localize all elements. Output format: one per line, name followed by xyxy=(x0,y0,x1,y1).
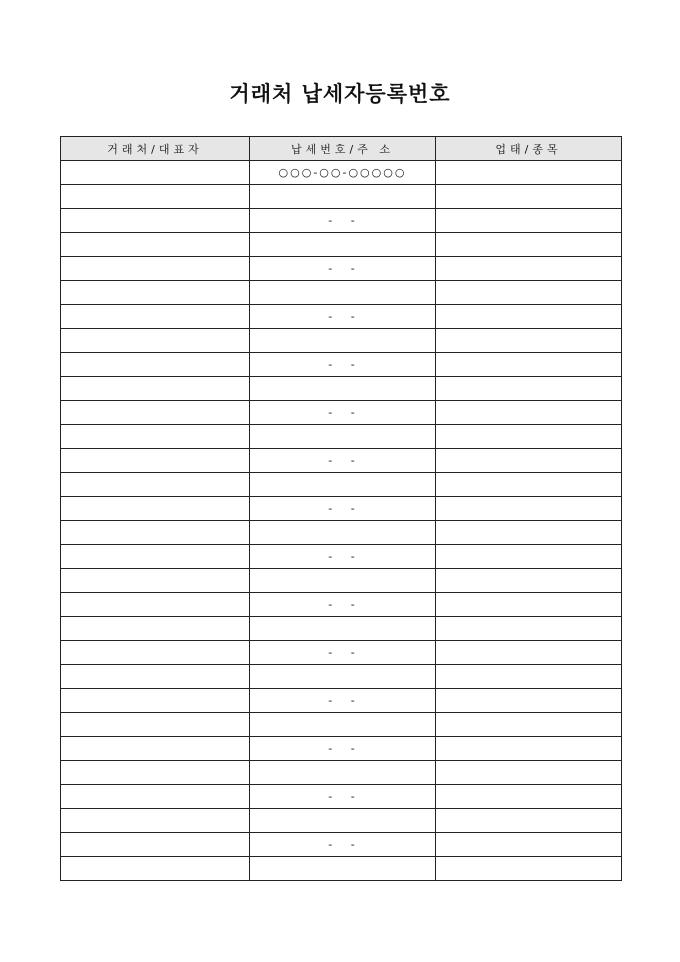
tax-number-cell[interactable] xyxy=(250,329,436,353)
tax-number-cell[interactable]: - - xyxy=(250,257,436,281)
business-type-cell[interactable] xyxy=(436,833,622,857)
client-cell[interactable] xyxy=(61,689,250,713)
table-row xyxy=(61,689,622,713)
table-row xyxy=(61,257,622,281)
tax-number-cell[interactable] xyxy=(250,665,436,689)
client-cell[interactable] xyxy=(61,569,250,593)
business-type-cell[interactable] xyxy=(436,689,622,713)
business-type-cell[interactable] xyxy=(436,257,622,281)
table-row xyxy=(61,305,622,329)
tax-number-cell[interactable] xyxy=(250,761,436,785)
client-cell[interactable] xyxy=(61,233,250,257)
business-type-cell[interactable] xyxy=(436,185,622,209)
table-row xyxy=(61,473,622,497)
client-cell[interactable] xyxy=(61,713,250,737)
tax-number-cell[interactable]: - - xyxy=(250,593,436,617)
table-row xyxy=(61,161,622,185)
tax-number-cell[interactable]: - - xyxy=(250,401,436,425)
business-type-cell[interactable] xyxy=(436,737,622,761)
tax-number-cell[interactable]: - - xyxy=(250,737,436,761)
table-row xyxy=(61,185,622,209)
client-cell[interactable] xyxy=(61,473,250,497)
table-row xyxy=(61,497,622,521)
table-row xyxy=(61,857,622,881)
table-row xyxy=(61,641,622,665)
tax-number-cell[interactable] xyxy=(250,569,436,593)
table-row xyxy=(61,329,622,353)
business-type-cell[interactable] xyxy=(436,545,622,569)
client-cell[interactable] xyxy=(61,401,250,425)
table-body xyxy=(61,161,622,881)
tax-number-cell[interactable] xyxy=(250,281,436,305)
client-cell[interactable] xyxy=(61,185,250,209)
tax-number-cell[interactable]: - - xyxy=(250,497,436,521)
client-cell[interactable] xyxy=(61,353,250,377)
client-cell[interactable] xyxy=(61,737,250,761)
client-cell[interactable] xyxy=(61,641,250,665)
business-type-cell[interactable] xyxy=(436,473,622,497)
client-cell[interactable] xyxy=(61,257,250,281)
business-type-cell[interactable] xyxy=(436,593,622,617)
client-cell[interactable] xyxy=(61,617,250,641)
business-type-cell[interactable] xyxy=(436,497,622,521)
client-cell[interactable] xyxy=(61,425,250,449)
client-cell[interactable] xyxy=(61,377,250,401)
registration-table xyxy=(60,136,622,881)
client-cell[interactable] xyxy=(61,281,250,305)
tax-number-cell[interactable]: - - xyxy=(250,545,436,569)
tax-number-cell[interactable]: - - xyxy=(250,353,436,377)
tax-number-cell[interactable]: - - xyxy=(250,449,436,473)
business-type-cell[interactable] xyxy=(436,785,622,809)
client-cell[interactable] xyxy=(61,785,250,809)
table-row xyxy=(61,377,622,401)
table-row xyxy=(61,401,622,425)
tax-number-cell[interactable]: ○○○-○○-○○○○○ xyxy=(250,161,436,185)
client-cell[interactable] xyxy=(61,209,250,233)
client-cell[interactable] xyxy=(61,449,250,473)
table-row xyxy=(61,353,622,377)
table-header-row xyxy=(61,137,622,161)
client-cell[interactable] xyxy=(61,833,250,857)
business-type-cell[interactable] xyxy=(436,329,622,353)
client-cell[interactable] xyxy=(61,761,250,785)
table-row xyxy=(61,761,622,785)
tax-number-cell[interactable] xyxy=(250,185,436,209)
business-type-cell[interactable] xyxy=(436,353,622,377)
business-type-cell[interactable] xyxy=(436,425,622,449)
table-row xyxy=(61,617,622,641)
tax-number-cell[interactable] xyxy=(250,617,436,641)
business-type-cell[interactable] xyxy=(436,617,622,641)
table-row xyxy=(61,737,622,761)
business-type-cell[interactable] xyxy=(436,665,622,689)
client-cell[interactable] xyxy=(61,329,250,353)
business-type-cell[interactable] xyxy=(436,857,622,881)
table-row xyxy=(61,809,622,833)
business-type-cell[interactable] xyxy=(436,161,622,185)
client-cell[interactable] xyxy=(61,521,250,545)
tax-number-cell[interactable] xyxy=(250,377,436,401)
client-cell[interactable] xyxy=(61,593,250,617)
tax-number-cell[interactable] xyxy=(250,809,436,833)
business-type-cell[interactable] xyxy=(436,377,622,401)
client-cell[interactable] xyxy=(61,857,250,881)
table-row xyxy=(61,665,622,689)
table-row xyxy=(61,833,622,857)
tax-number-cell[interactable]: - - xyxy=(250,689,436,713)
header-tax-number-address: 납세번호/주 소 xyxy=(250,137,436,161)
client-cell[interactable] xyxy=(61,305,250,329)
table-row xyxy=(61,425,622,449)
tax-number-cell[interactable]: - - xyxy=(250,641,436,665)
table-row xyxy=(61,449,622,473)
table-row xyxy=(61,785,622,809)
client-cell[interactable] xyxy=(61,809,250,833)
header-client-representative: 거래처/대표자 xyxy=(61,137,250,161)
client-cell[interactable] xyxy=(61,665,250,689)
page-title: 거래처 납세자등록번호 xyxy=(229,81,451,106)
tax-number-cell[interactable] xyxy=(250,857,436,881)
tax-number-cell[interactable]: - - xyxy=(250,209,436,233)
business-type-cell[interactable] xyxy=(436,521,622,545)
tax-number-cell[interactable]: - - xyxy=(250,833,436,857)
business-type-cell[interactable] xyxy=(436,401,622,425)
business-type-cell[interactable] xyxy=(436,761,622,785)
business-type-cell[interactable] xyxy=(436,641,622,665)
business-type-cell[interactable] xyxy=(436,449,622,473)
tax-number-cell[interactable]: - - xyxy=(250,785,436,809)
table-row xyxy=(61,569,622,593)
tax-number-cell[interactable]: - - xyxy=(250,305,436,329)
tax-number-cell[interactable] xyxy=(250,473,436,497)
business-type-cell[interactable] xyxy=(436,713,622,737)
table-row xyxy=(61,713,622,737)
tax-number-cell[interactable] xyxy=(250,425,436,449)
client-cell[interactable] xyxy=(61,497,250,521)
business-type-cell[interactable] xyxy=(436,809,622,833)
table-row xyxy=(61,521,622,545)
tax-number-cell[interactable] xyxy=(250,521,436,545)
table-row xyxy=(61,593,622,617)
business-type-cell[interactable] xyxy=(436,233,622,257)
business-type-cell[interactable] xyxy=(436,305,622,329)
table-row xyxy=(61,545,622,569)
table-row xyxy=(61,233,622,257)
header-business-type-item: 업태/종목 xyxy=(436,137,622,161)
tax-number-cell[interactable] xyxy=(250,233,436,257)
table-row xyxy=(61,209,622,233)
tax-number-cell[interactable] xyxy=(250,713,436,737)
business-type-cell[interactable] xyxy=(436,209,622,233)
business-type-cell[interactable] xyxy=(436,569,622,593)
table-row xyxy=(61,281,622,305)
client-cell[interactable] xyxy=(61,161,250,185)
client-cell[interactable] xyxy=(61,545,250,569)
business-type-cell[interactable] xyxy=(436,281,622,305)
